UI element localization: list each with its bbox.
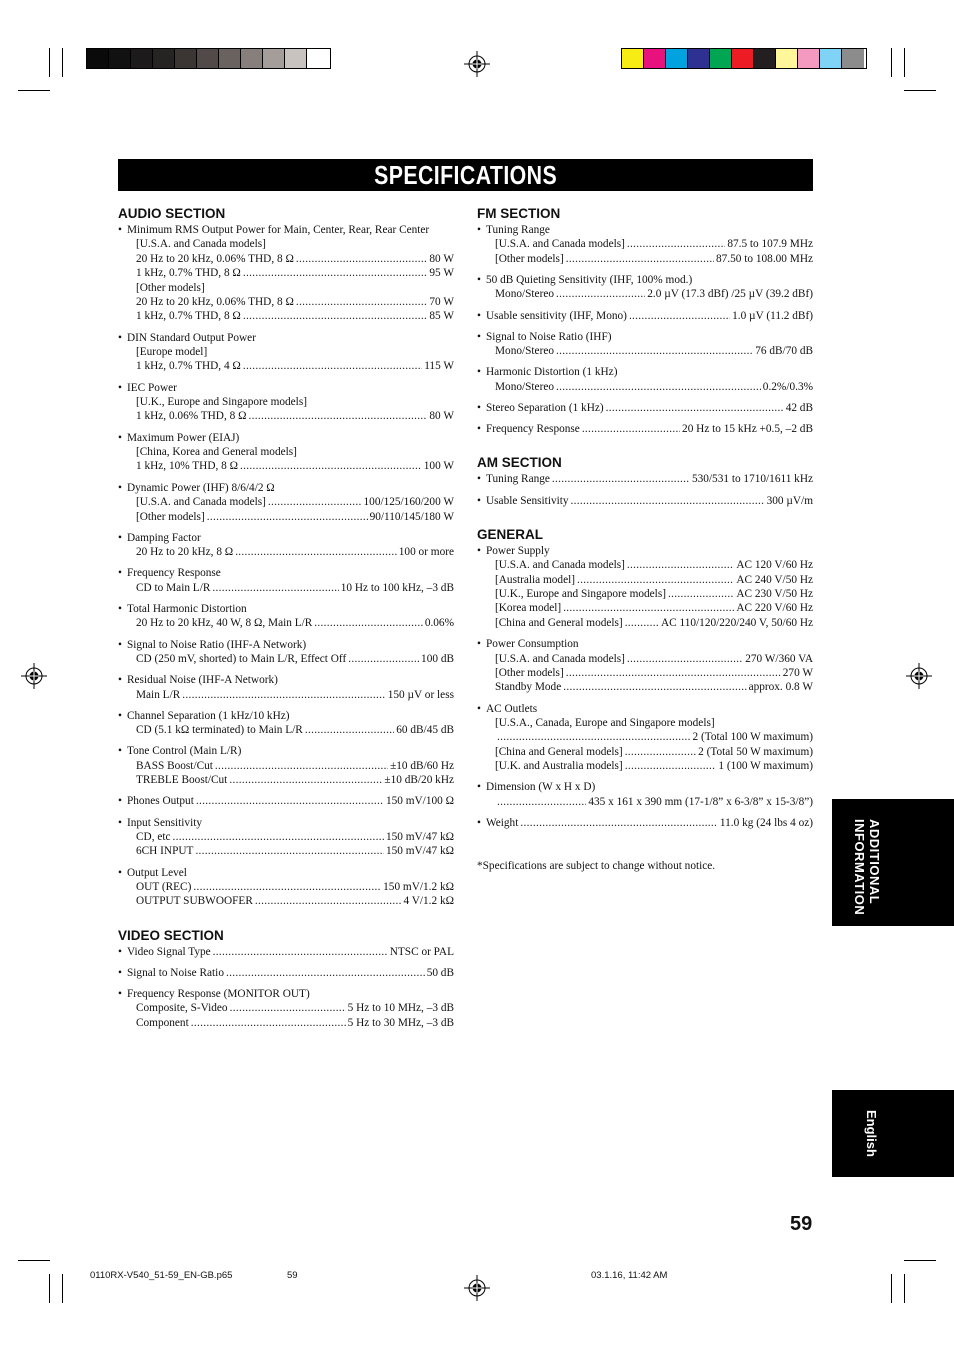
spec-label: 6CH INPUT [136,845,194,858]
spec-value: 150 mV/47 kΩ [385,830,454,843]
color-swatch [688,49,710,68]
color-swatch [820,49,842,68]
spec-heading: • Input Sensitivity [118,816,454,830]
spec-row [118,723,454,737]
spec-value: 1.0 µV (11.2 dBf) [732,309,813,322]
color-swatch [710,49,732,68]
spec-value: 4 V/1.2 kΩ [403,895,454,908]
spec-heading: • DIN Standard Output Power [118,331,454,345]
spec-value: 100 or more [398,546,454,559]
spec-value: 87.50 to 108.00 MHz [716,252,813,265]
audio-section-title: AUDIO SECTION [118,206,226,221]
spec-row [477,666,813,680]
spec-value: AC 110/120/220/240 V, 50/60 Hz [661,616,813,629]
spec-value: 435 x 161 x 390 mm (17-1/8” x 6-3/8” x 15-3/8”) [588,795,813,808]
spec-heading: • Power Supply [477,544,813,558]
color-swatch [109,49,131,68]
spec-label: 20 Hz to 20 kHz, 0.06% THD, 8 Ω [136,296,294,309]
spec-item [477,637,813,695]
spec-value: 20 Hz to 15 kHz +0.5, –2 dB [682,423,813,436]
spec-item [118,381,454,424]
spec-label: 1 kHz, 0.06% THD, 8 Ω [136,410,247,423]
spec-row [118,844,454,858]
spec-heading: • Channel Separation (1 kHz/10 kHz) [118,709,454,723]
right-column [477,205,813,874]
spec-value: 95 W [429,267,454,280]
spec-value: 100 dB [421,652,454,665]
spec-value: NTSC or PAL [389,945,454,958]
spec-label: Mono/Stereo [495,288,554,301]
color-swatch [644,49,666,68]
registration-mark-icon [21,663,47,689]
spec-label: [U.S.A. and Canada models] [495,559,625,572]
spec-value: 2.0 µV (17.3 dBf) /25 µV (39.2 dBf) [647,288,813,301]
spec-item [477,702,813,774]
spec-row [118,894,454,908]
spec-sublabel: [U.S.A. and Canada models] [136,238,266,251]
spec-row [477,795,813,809]
spec-value: 85 W [429,310,454,323]
spec-heading: • Power Consumption [477,637,813,651]
spec-label: 20 Hz to 20 kHz, 40 W, 8 Ω, Main L/R [136,617,313,630]
spec-row [118,688,454,702]
spec-heading: • Output Level [118,866,454,880]
spec-label: [Australia model] [495,573,575,586]
spec-heading: • Damping Factor [118,531,454,545]
spec-item [118,431,454,474]
spec-row [118,510,454,524]
color-swatch-bar [621,48,867,69]
tab-label-line1: ADDITIONAL [867,819,882,905]
spec-value: 80 W [429,410,454,423]
spec-heading: • AC Outlets [477,702,813,716]
spec-row [118,794,454,808]
spec-value: 0.2%/0.3% [762,380,813,393]
spec-item [477,816,813,830]
spec-row [477,472,813,486]
spec-sublabel: [Other models] [136,281,205,294]
spec-item [477,544,813,630]
spec-label: [U.S.A. and Canada models] [495,652,625,665]
registration-mark-icon [464,51,490,77]
spec-label: • Frequency Response [486,423,580,436]
spec-heading: • Frequency Response (MONITOR OUT) [118,987,454,1001]
page-title-bar [118,159,813,191]
color-swatch [285,49,307,68]
spec-item [118,602,454,631]
spec-heading: • Dimension (W x H x D) [477,780,813,794]
spec-value: ±10 dB/20 kHz [384,774,454,787]
spec-value: 150 µV or less [387,688,454,701]
language-tab [832,1090,954,1177]
spec-label: • Tuning Range [486,473,550,486]
spec-value: 87.5 to 107.9 MHz [727,238,813,251]
spec-item [477,422,813,436]
spec-value: 100/125/160/200 W [363,496,454,509]
spec-row [477,287,813,301]
spec-row [477,252,813,266]
spec-row [118,1001,454,1015]
spec-row [118,880,454,894]
spec-row [477,309,813,323]
spec-item [118,638,454,667]
spec-label: [Other models] [495,252,564,265]
spec-heading: • Tone Control (Main L/R) [118,744,454,758]
spec-row [118,495,454,509]
spec-row [477,380,813,394]
spec-row [477,558,813,572]
spec-value: approx. 0.8 W [748,681,813,694]
spec-item [118,987,454,1030]
color-swatch [776,49,798,68]
footer-filename: 0110RX-V540_51-59_EN-GB.p65 [90,1270,233,1281]
spec-value: 2 (Total 100 W maximum) [692,731,813,744]
spec-item [477,273,813,302]
spec-row [477,680,813,694]
spec-row [118,616,454,630]
spec-value: 530/531 to 1710/1611 kHz [691,473,813,486]
spec-heading: • Tuning Range [477,223,813,237]
spec-row [118,966,454,980]
spec-value: AC 230 V/50 Hz [736,588,813,601]
spec-item [118,744,454,787]
color-swatch [307,49,329,68]
spec-label: Mono/Stereo [495,345,554,358]
spec-heading: • Dynamic Power (IHF) 8/6/4/2 Ω [118,481,454,495]
spec-row [477,652,813,666]
color-swatch [175,49,197,68]
color-swatch [263,49,285,68]
spec-label: • Phones Output [127,795,194,808]
spec-value: 80 W [429,252,454,265]
fm-section-title: FM SECTION [477,206,561,221]
spec-label: Mono/Stereo [495,380,554,393]
general-section-title: GENERAL [477,526,544,542]
spec-sublabel: [U.S.A., Canada, Europe and Singapore models] [495,716,715,729]
spec-item [477,472,813,486]
tab-label-line2: INFORMATION [852,819,867,916]
spec-heading: • Residual Noise (IHF-A Network) [118,673,454,687]
spec-item [118,673,454,702]
spec-item [118,816,454,859]
spec-row [118,830,454,844]
spec-value: 10 Hz to 100 kHz, –3 dB [340,581,454,594]
color-swatch [798,49,820,68]
spec-row [477,730,813,744]
spec-row [118,581,454,595]
spec-value: 5 Hz to 30 MHz, –3 dB [347,1016,454,1029]
spec-value: 150 mV/47 kΩ [385,845,454,858]
spec-label: [China and General models] [495,616,623,629]
spec-row [118,759,454,773]
spec-value: 50 dB [426,966,454,979]
spec-value: 270 W [782,666,813,679]
spec-row [477,237,813,251]
spec-row [118,295,454,309]
spec-label: 1 kHz, 0.7% THD, 4 Ω [136,360,241,373]
spec-value: 150 mV/1.2 kΩ [383,881,454,893]
language-label: English [864,1110,879,1157]
spec-value: 90/110/145/180 W [369,510,454,523]
spec-row [477,401,813,415]
spec-label: • Usable sensitivity (IHF, Mono) [486,309,627,322]
spec-item [118,223,454,324]
spec-item [118,331,454,374]
spec-item [477,365,813,394]
spec-value: 11.0 kg (24 lbs 4 oz) [719,816,813,829]
spec-heading: • Signal to Noise Ratio (IHF-A Network) [118,638,454,652]
spec-label: 1 kHz, 0.7% THD, 8 Ω [136,310,241,323]
spec-row [477,816,813,830]
spec-label: • Video Signal Type [127,945,211,958]
spec-row [118,1016,454,1030]
spec-value: 60 dB/45 dB [396,724,454,737]
spec-row [477,422,813,436]
spec-label: CD to Main L/R [136,581,211,594]
spec-heading: • 50 dB Quieting Sensitivity (IHF, 100% mod.) [477,273,813,287]
spec-label: • Usable Sensitivity [486,494,569,507]
spec-value: AC 240 V/50 Hz [736,573,813,586]
spec-row [477,616,813,630]
spec-sublabel: [China, Korea and General models] [136,446,297,459]
spec-label: Main L/R [136,688,181,701]
spec-row [118,652,454,666]
color-swatch [131,49,153,68]
spec-item [477,494,813,508]
spec-item [118,566,454,595]
registration-mark-icon [464,1275,490,1301]
spec-label: Standby Mode [495,681,562,694]
spec-label: [U.S.A. and Canada models] [495,238,625,251]
spec-label: OUT (REC) [136,881,192,893]
spec-label: CD, etc [136,830,171,843]
spec-item [477,330,813,359]
spec-label: CD (250 mV, shorted) to Main L/R, Effect Off [136,652,347,665]
spec-row [477,745,813,759]
spec-label: BASS Boost/Cut [136,759,213,772]
spec-value: 150 mV/100 Ω [385,795,454,808]
color-swatch [842,49,864,68]
color-swatch [622,49,644,68]
spec-item [477,401,813,415]
spec-item [118,709,454,738]
spec-item [118,531,454,560]
spec-row [118,945,454,959]
spec-value: 70 W [429,296,454,309]
spec-item [477,223,813,266]
color-swatch [754,49,776,68]
spec-row [118,266,454,280]
registration-mark-icon [906,663,932,689]
color-swatch [219,49,241,68]
spec-row [118,459,454,473]
spec-row [477,587,813,601]
footer-date: 03.1.16, 11:42 AM [591,1270,668,1281]
spec-label: 20 Hz to 20 kHz, 8 Ω [136,546,234,559]
spec-row [118,409,454,423]
page-title: SPECIFICATIONS [373,160,558,190]
spec-label: [U.S.A. and Canada models] [136,496,266,509]
spec-label: TREBLE Boost/Cut [136,774,228,787]
spec-label: [China and General models] [495,745,623,758]
color-swatch [197,49,219,68]
footnote: *Specifications are subject to change without notice. [477,860,716,873]
spec-label: • Stereo Separation (1 kHz) [486,402,604,415]
spec-sublabel: [U.K., Europe and Singapore models] [136,396,307,409]
spec-heading: • Minimum RMS Output Power for Main, Center, Rear, Rear Center [118,223,454,237]
spec-label: Component [136,1016,189,1029]
spec-item [477,309,813,323]
spec-heading: • Frequency Response [118,566,454,580]
spec-row [477,344,813,358]
spec-row [118,252,454,266]
spec-label: [Other models] [136,510,205,523]
spec-label: 20 Hz to 20 kHz, 0.06% THD, 8 Ω [136,252,294,265]
spec-value: 270 W/360 VA [745,652,813,665]
spec-label: CD (5.1 kΩ terminated) to Main L/R [136,724,303,737]
spec-label: OUTPUT SUBWOOFER [136,895,253,908]
page-number: 59 [790,1213,813,1235]
spec-heading: • Harmonic Distortion (1 kHz) [477,365,813,379]
spec-value: 42 dB [785,402,813,415]
spec-row [118,773,454,787]
spec-row [477,573,813,587]
spec-value: ±10 dB/60 Hz [390,759,454,772]
spec-heading: • IEC Power [118,381,454,395]
color-swatch [241,49,263,68]
spec-label: [U.K. and Australia models] [495,760,623,773]
spec-value: 5 Hz to 10 MHz, –3 dB [347,1002,454,1015]
left-column [118,205,454,1037]
spec-value: 100 W [423,460,454,473]
am-section-title: AM SECTION [477,455,562,471]
spec-value: 2 (Total 50 W maximum) [698,745,813,758]
spec-row [477,601,813,615]
color-swatch [87,49,109,68]
spec-item [118,945,454,959]
spec-row [118,545,454,559]
spec-item [118,794,454,808]
spec-value: 115 W [424,360,454,373]
spec-value: 0.06% [424,617,454,630]
spec-item [477,780,813,809]
spec-label: [Korea model] [495,602,562,615]
spec-label: 1 kHz, 10% THD, 8 Ω [136,460,239,473]
spec-label: [U.K., Europe and Singapore models] [495,588,666,601]
spec-value: AC 220 V/60 Hz [736,602,813,615]
spec-label: 1 kHz, 0.7% THD, 8 Ω [136,267,241,280]
spec-heading: • Signal to Noise Ratio (IHF) [477,330,813,344]
spec-sublabel: [Europe model] [136,346,208,359]
spec-value: AC 120 V/60 Hz [736,559,813,572]
color-swatch [666,49,688,68]
footer-page: 59 [287,1270,298,1281]
spec-heading: • Total Harmonic Distortion [118,602,454,616]
grayscale-swatch-bar [86,48,331,69]
spec-label: [Other models] [495,666,564,679]
spec-value: 300 µV/m [766,494,813,507]
spec-row [118,359,454,373]
additional-information-tab [832,799,954,926]
spec-row [477,494,813,508]
spec-item [118,866,454,909]
spec-item [118,966,454,980]
spec-label: • Weight [486,816,519,829]
spec-row [118,309,454,323]
video-section-title: VIDEO SECTION [118,927,224,943]
spec-label: • Signal to Noise Ratio [127,966,224,979]
spec-label: Composite, S-Video [136,1002,228,1015]
spec-item [118,481,454,524]
spec-heading: • Maximum Power (EIAJ) [118,431,454,445]
color-swatch [732,49,754,68]
color-swatch [153,49,175,68]
spec-value: 1 (100 W maximum) [718,760,813,773]
spec-value: 76 dB/70 dB [755,345,813,358]
spec-row [477,759,813,773]
